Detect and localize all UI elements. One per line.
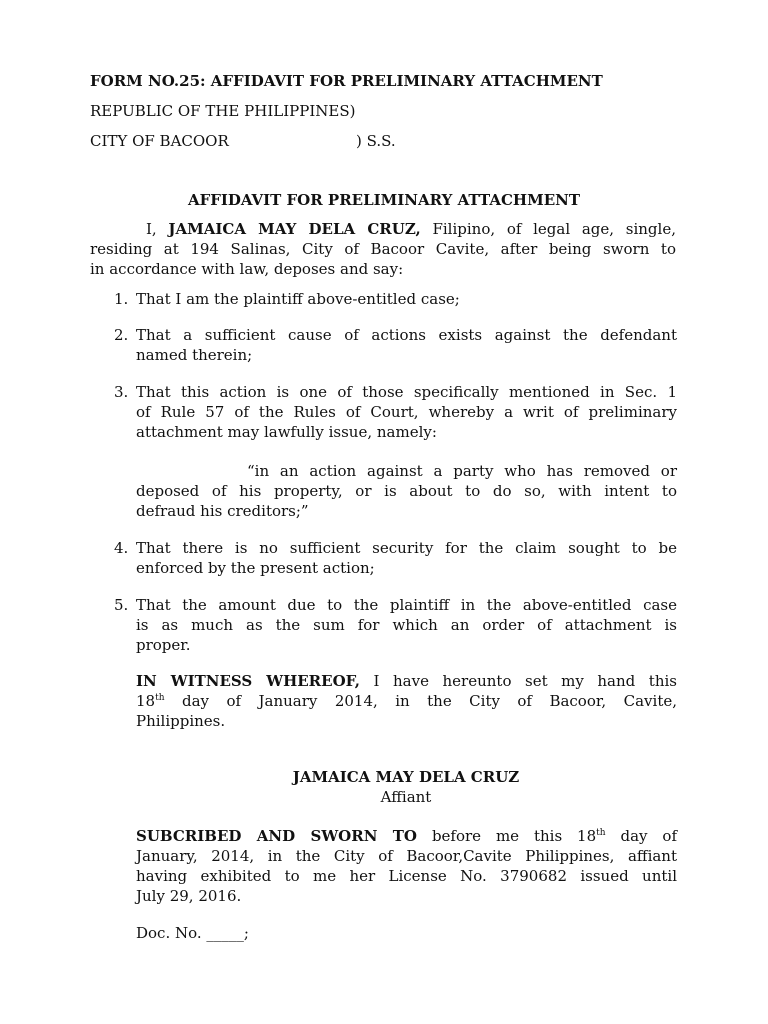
item-3-line-3: attachment may lawfully issue, namely:: [136, 423, 437, 441]
form-title: FORM NO.25: AFFIDAVIT FOR PRELIMINARY ATTACHMENT: [90, 72, 603, 90]
item-2-line-1: That a sufficient cause of actions exists against the defendant: [136, 326, 677, 344]
affiant-name-inline: JAMAICA MAY DELA CRUZ,: [168, 220, 421, 238]
intro-line-2: residing at 194 Salinas, City of Bacoor Cavite, after being sworn to: [90, 240, 676, 258]
witness-line-3: Philippines.: [136, 712, 226, 730]
quote-line-1: “in an action against a party who has removed or: [247, 462, 677, 480]
intro-line-3: in accordance with law, deposes and say:: [90, 260, 404, 278]
jurat-line-1: SUBCRIBED AND SWORN TO before me this 18th day of: [136, 827, 677, 845]
jurat-line-4: July 29, 2016.: [136, 887, 242, 905]
witness-line-1: IN WITNESS WHEREOF, I have hereunto set my hand this: [136, 672, 677, 690]
item-number: 3.: [114, 383, 129, 401]
witness-bold: IN WITNESS WHEREOF,: [136, 672, 360, 690]
jurat-line-2: January, 2014, in the City of Bacoor,Cavite Philippines, affiant: [136, 847, 677, 865]
item-1-line-1: That I am the plaintiff above-entitled case;: [136, 290, 460, 308]
item-5-line-3: proper.: [136, 636, 191, 654]
intro-line-1: I, JAMAICA MAY DELA CRUZ, Filipino, of legal age, single,: [146, 220, 676, 238]
quote-line-2: deposed of his property, or is about to do so, with intent to: [136, 482, 677, 500]
jurat-bold: SUBCRIBED AND SWORN TO: [136, 827, 418, 845]
caption-ss: ) S.S.: [356, 132, 396, 150]
item-number: 1.: [114, 290, 129, 308]
item-number: 2.: [114, 326, 129, 344]
signature-name: JAMAICA MAY DELA CRUZ: [292, 768, 520, 786]
jurat-line-3: having exhibited to me her License No. 3790682 issued until: [136, 867, 677, 885]
item-5-line-2: is as much as the sum for which an order of attachment is: [136, 616, 677, 634]
item-number: 4.: [114, 539, 129, 557]
doc-number: Doc. No. _____;: [136, 924, 249, 942]
item-5-line-1: That the amount due to the plaintiff in the above-entitled case: [136, 596, 677, 614]
item-3-line-1: That this action is one of those specifically mentioned in Sec. 1: [136, 383, 677, 401]
witness-line-2: 18th day of January 2014, in the City of Bacoor, Cavite,: [136, 692, 677, 710]
item-number: 5.: [114, 596, 129, 614]
item-4-line-2: enforced by the present action;: [136, 559, 375, 577]
signature-role: Affiant: [380, 788, 432, 806]
item-3-line-2: of Rule 57 of the Rules of Court, whereby a writ of preliminary: [136, 403, 677, 421]
quote-line-3: defraud his creditors;”: [136, 502, 309, 520]
item-2-line-2: named therein;: [136, 346, 253, 364]
document-heading: AFFIDAVIT FOR PRELIMINARY ATTACHMENT: [187, 191, 581, 209]
caption-republic: REPUBLIC OF THE PHILIPPINES): [90, 102, 356, 120]
item-4-line-1: That there is no sufficient security for the claim sought to be: [136, 539, 677, 557]
caption-city: CITY OF BACOOR: [90, 132, 229, 150]
